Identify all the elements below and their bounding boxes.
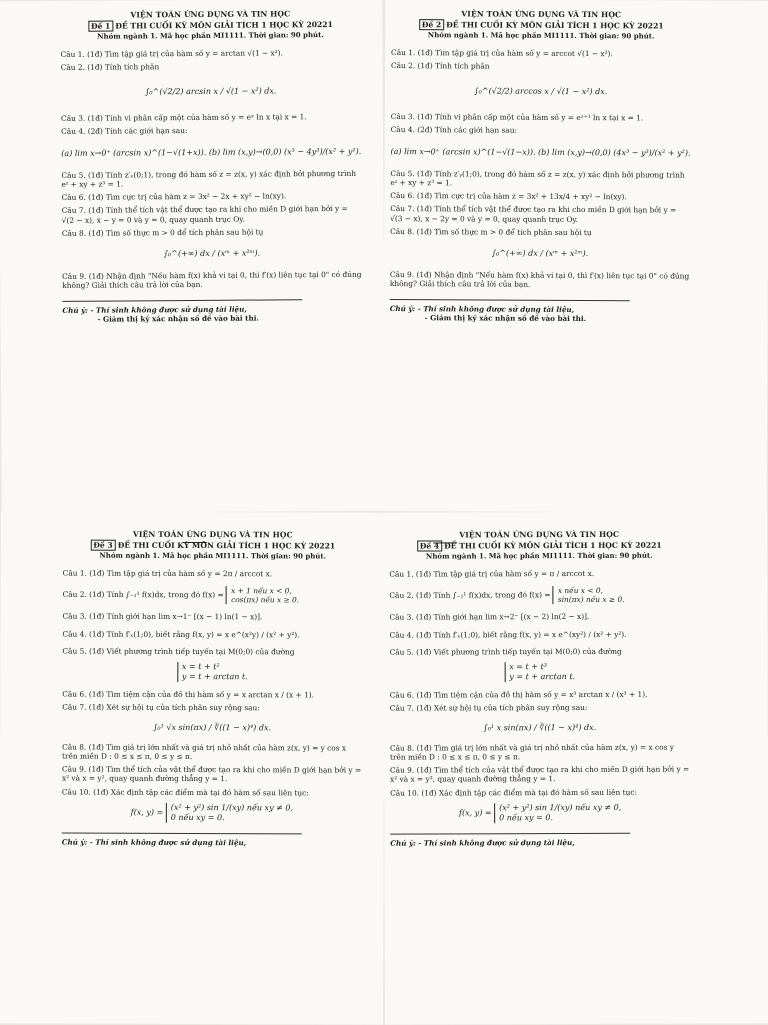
question-1: Câu 1. (1đ) Tìm tập giá trị của hàm số y = arccot √(1 − x²).: [391, 47, 613, 58]
exam-subtitle: Nhóm ngành 1. Mã học phần MI1111. Thời gian: 90 phút.: [427, 30, 655, 41]
question-5: Câu 5. (1đ) Tính z′ᵧ(1;0), trong đó hàm số z = z(x, y) xác định bởi phương trình eᶻ + xy + z³ = 1.: [390, 168, 685, 188]
exam-code: Đề 1: [88, 21, 113, 32]
exam-subtitle: Nhóm ngành 1. Mã học phần MI1111. Thời gian: 90 phút.: [99, 550, 327, 561]
exam-heading: Đề 4 ĐỀ THI CUỐI KỲ MÔN GIẢI TÍCH 1 HỌC KỲ 20221: [389, 541, 689, 552]
question-6: Câu 6. (1đ) Tìm cực trị của hàm z = 3x² + 13x/4 + xy² − ln(xy).: [390, 191, 627, 202]
question-1: Câu 1. (1đ) Tìm tập giá trị của hàm số y = 2π / arccot x.: [62, 568, 273, 578]
question-4: Câu 4. (1đ) Tính f′ₓ(1;0), biết rằng f(x, y) = x e^(x²y) / (x² + y²).: [62, 629, 300, 640]
note-line-1: Chú ý: - Thí sinh không được sử dụng tài liệu,: [389, 303, 575, 314]
question-9: Câu 9. (1đ) Tìm thể tích của vật thể được tạo ra khi cho miền D giới hạn bởi y = x² và x = y², quay quanh đường thẳng y = 1.: [389, 764, 690, 785]
formula-4: (a) lim x→0⁺ (arcsin x)^(1−√(1+x)). (b) lim (x,y)→(0,0) (x³ − 4y³)/(x² + y²).: [61, 146, 362, 158]
divider: [390, 299, 630, 301]
question-5: Câu 5. (1đ) Viết phương trình tiếp tuyến tại M(0;0) của đường: [62, 646, 295, 657]
question-4: Câu 4. (1đ) Tính f′ₓ(1;0), biết rằng f(x, y) = x e^(xy²) / (x² + y²).: [389, 629, 627, 640]
exam-code: Đề 2: [419, 20, 444, 31]
question-2: Câu 2. (1đ) Tính tích phân: [390, 60, 490, 71]
formula-7: ∫₀¹ √x sin(πx) / ∛((1 − x)⁴) dx.: [153, 722, 272, 732]
question-8: Câu 8. (1đ) Tìm số thực m > 0 để tích phân sau hội tụ: [390, 226, 592, 238]
exam-code: Đề 3: [90, 540, 115, 551]
formula-8: ∫₀^(+∞) dx / (xᵐ + x²ᵐ).: [163, 248, 261, 259]
question-7: Câu 7. (1đ) Tính thể tích vật thể được tạo ra khi cho miền D giới hạn bởi y = √(3 − x), x − 2y = 0 và y = 0, quay quanh trục Oy.: [390, 204, 677, 224]
piecewise-function: x + 1 nếu x < 0, cos(πx) nếu x ≥ 0.: [226, 586, 299, 605]
institute-title: VIỆN TOÁN ỨNG DỤNG VÀ TIN HỌC: [132, 529, 293, 540]
note-line-2: - Giám thị ký xác nhận số đề vào bài thi.: [97, 313, 259, 324]
question-4: Câu 4. (2đ) Tính các giới hạn sau:: [61, 126, 188, 137]
divider: [62, 299, 302, 302]
formula-2: ∫₀^(√2/2) arccos x / √(1 − x²) dx.: [474, 86, 608, 97]
question-2: Câu 2. (1đ) Tính ∫₋₁¹ f(x)dx, trong đó f(x) = x + 1 nếu x < 0, cos(πx) nếu x ≥ 0.: [62, 586, 300, 605]
exam-heading: Đề 2 ĐỀ THI CUỐI KỲ MÔN GIẢI TÍCH 1 HỌC KỲ 20221: [391, 21, 691, 32]
question-7: Câu 7. (1đ) Xét sự hội tụ của tích phân suy rộng sau:: [389, 703, 588, 714]
question-1: Câu 1. (1đ) Tìm tập giá trị của hàm số y = arctan √(1 − x²).: [60, 48, 283, 59]
question-9: Câu 9. (1đ) Nhận định "Nếu hàm f(x) khả vi tại 0, thì f′(x) liên tục tại 0" có đúng không? Giải thích câu trả lời của bạn.: [62, 270, 362, 291]
question-3: Câu 3. (1đ) Tính vi phân cấp một của hàm số y = eˣ⁺¹ ln x tại x = 1.: [390, 112, 644, 123]
question-2: Câu 2. (1đ) Tính tích phân: [60, 62, 160, 72]
piecewise-function: x nếu x < 0, sin(πx) nếu x ≥ 0.: [553, 586, 625, 605]
question-8: Câu 8. (1đ) Tìm giá trị lớn nhất và giá trị nhỏ nhất của hàm z(x, y) = x cos y trên miền D : 0 ≤ x ≤ π, 0 ≤ y ≤ π.: [389, 742, 674, 762]
divider: [62, 833, 302, 835]
note-line-2: - Giám thị ký xác nhận số đề vào bài thi.: [424, 312, 587, 323]
exam-heading: Đề 3 ĐỀ THI CUỐI KỲ MÔN GIẢI TÍCH 1 HỌC KỲ 20221: [63, 541, 363, 552]
institute-title: VIỆN TOÁN ỨNG DỤNG VÀ TIN HỌC: [461, 9, 622, 20]
note-line-1: Chú ý: - Thí sinh không được sử dụng tài liệu,: [390, 837, 575, 848]
exam-code: Đề 4: [417, 541, 442, 552]
exam-sheet-3: [0, 511, 385, 1024]
question-8: Câu 8. (1đ) Tìm số thực m > 0 để tích phân sau hội tụ: [61, 227, 264, 238]
question-9: Câu 9. (1đ) Nhận định "Nếu hàm f(x) khả vi tại 0, thì f′(x) liên tục tại 0" có đúng không? Giải thích câu trả lời của bạn.: [389, 270, 690, 290]
question-7: Câu 7. (1đ) Xét sự hội tụ của tích phân suy rộng sau:: [62, 703, 260, 713]
question-2: Câu 2. (1đ) Tính ∫₋₁¹ f(x)dx, trong đó f(x) = x nếu x < 0, sin(πx) nếu x ≥ 0.: [389, 585, 625, 605]
question-5: Câu 5. (1đ) Tính z′ₓ(0;1), trong đó hàm số z = z(x, y) xác định bởi phương trình eᶻ + xy + z³ = 1.: [61, 168, 357, 189]
institute-title: VIỆN TOÁN ỨNG DỤNG VÀ TIN HỌC: [459, 529, 620, 540]
parametric-system: x = t + t² y = t + arctan t.: [62, 662, 362, 683]
question-9: Câu 9. (1đ) Tìm thể tích của vật thể được tạo ra khi cho miền D giới hạn bởi y = x² và x = y², quay quanh đường thẳng y = 1.: [61, 764, 362, 784]
formula-4: (a) lim x→0⁺ (arcsin x)^(1−√(1−x)). (b) lim (x,y)→(0,0) (4x³ − y³)/(x² + y²).: [390, 146, 691, 158]
question-6: Câu 6. (1đ) Tìm tiệm cận của đồ thị hàm số y = x arctan x / (x + 1).: [62, 689, 315, 700]
question-3: Câu 3. (1đ) Tính giới hạn lim x→1⁻ [(x − 1) ln(1 − x)].: [62, 612, 263, 622]
question-1: Câu 1. (1đ) Tìm tập giá trị của hàm số y = π / arccot x.: [389, 568, 595, 579]
question-6: Câu 6. (1đ) Tìm cực trị của hàm z = 3x² − 2x + xy² − ln(xy).: [61, 191, 287, 203]
exam-sheet-2: [383, 0, 768, 513]
formula-10: f(x, y) = (x² + y²) sin 1/(xy) nếu xy ≠ 0, 0 nếu xy = 0.: [130, 802, 294, 823]
note-line-1: Chú ý: - Thí sinh không được sử dụng tài liệu,: [62, 304, 247, 315]
question-8: Câu 8. (1đ) Tìm giá trị lớn nhất và giá trị nhỏ nhất của hàm z(x, y) = y cos x trên miền D : 0 ≤ x ≤ π, 0 ≤ y ≤ π.: [62, 742, 347, 761]
question-6: Câu 6. (1đ) Tìm tiệm cận của đồ thị hàm số y = x³ arctan x / (x³ + 1).: [389, 689, 648, 700]
question-3: Câu 3. (1đ) Tính vi phân cấp một của hàm số y = eˣ ln x tại x = 1.: [61, 112, 307, 124]
exam-sheet-1: [0, 0, 386, 513]
question-10: Câu 10. (1đ) Xác định tập các điểm mà tại đó hàm số sau liên tục:: [390, 787, 637, 798]
formula-8: ∫₀^(+∞) dx / (xᵐ + x²ᵐ).: [491, 248, 589, 259]
question-5: Câu 5. (1đ) Viết phương trình tiếp tuyến tại M(0;0) của đường: [389, 646, 622, 657]
formula-7: ∫₀¹ x sin(πx) / ∛((1 − x)⁴) dx.: [483, 722, 597, 733]
formula-2: ∫₀^(√2/2) arcsin x / √(1 − x²) dx.: [145, 86, 277, 97]
question-3: Câu 3. (1đ) Tính giới hạn lim x→2⁻ [(x − 2) ln(2 − x)].: [389, 612, 590, 623]
formula-10: f(x, y) = (x² + y²) sin 1/(xy) nếu xy ≠ 0, 0 nếu xy = 0.: [458, 802, 622, 823]
question-10: Câu 10. (1đ) Xác định tập các điểm mà tại đó hàm số sau liên tục:: [61, 787, 309, 798]
question-7: Câu 7. (1đ) Tính thể tích vật thể được tạo ra khi cho miền D giới hạn bởi y = √(2 − x), x − y = 0 và y = 0, quay quanh trục Oy.: [61, 204, 348, 225]
institute-title: VIỆN TOÁN ỨNG DỤNG VÀ TIN HỌC: [130, 9, 291, 20]
note-line-1: Chú ý: - Thí sinh không được sử dụng tài liệu,: [61, 837, 247, 848]
exam-subtitle: Nhóm ngành 1. Mã học phần MI1111. Thời gian: 90 phút.: [425, 550, 653, 561]
exam-sheet-4: [383, 511, 768, 1024]
exam-heading: Đề 1 ĐỀ THI CUỐI KỲ MÔN GIẢI TÍCH 1 HỌC KỲ 20221: [60, 20, 360, 32]
question-4: Câu 4. (2đ) Tính các giới hạn sau:: [390, 125, 517, 136]
parametric-system: x = t + t³ y = t + arctan t.: [390, 662, 690, 683]
divider: [390, 833, 630, 835]
exam-subtitle: Nhóm ngành 1. Mã học phần MI1111. Thời gian: 90 phút.: [97, 30, 324, 41]
